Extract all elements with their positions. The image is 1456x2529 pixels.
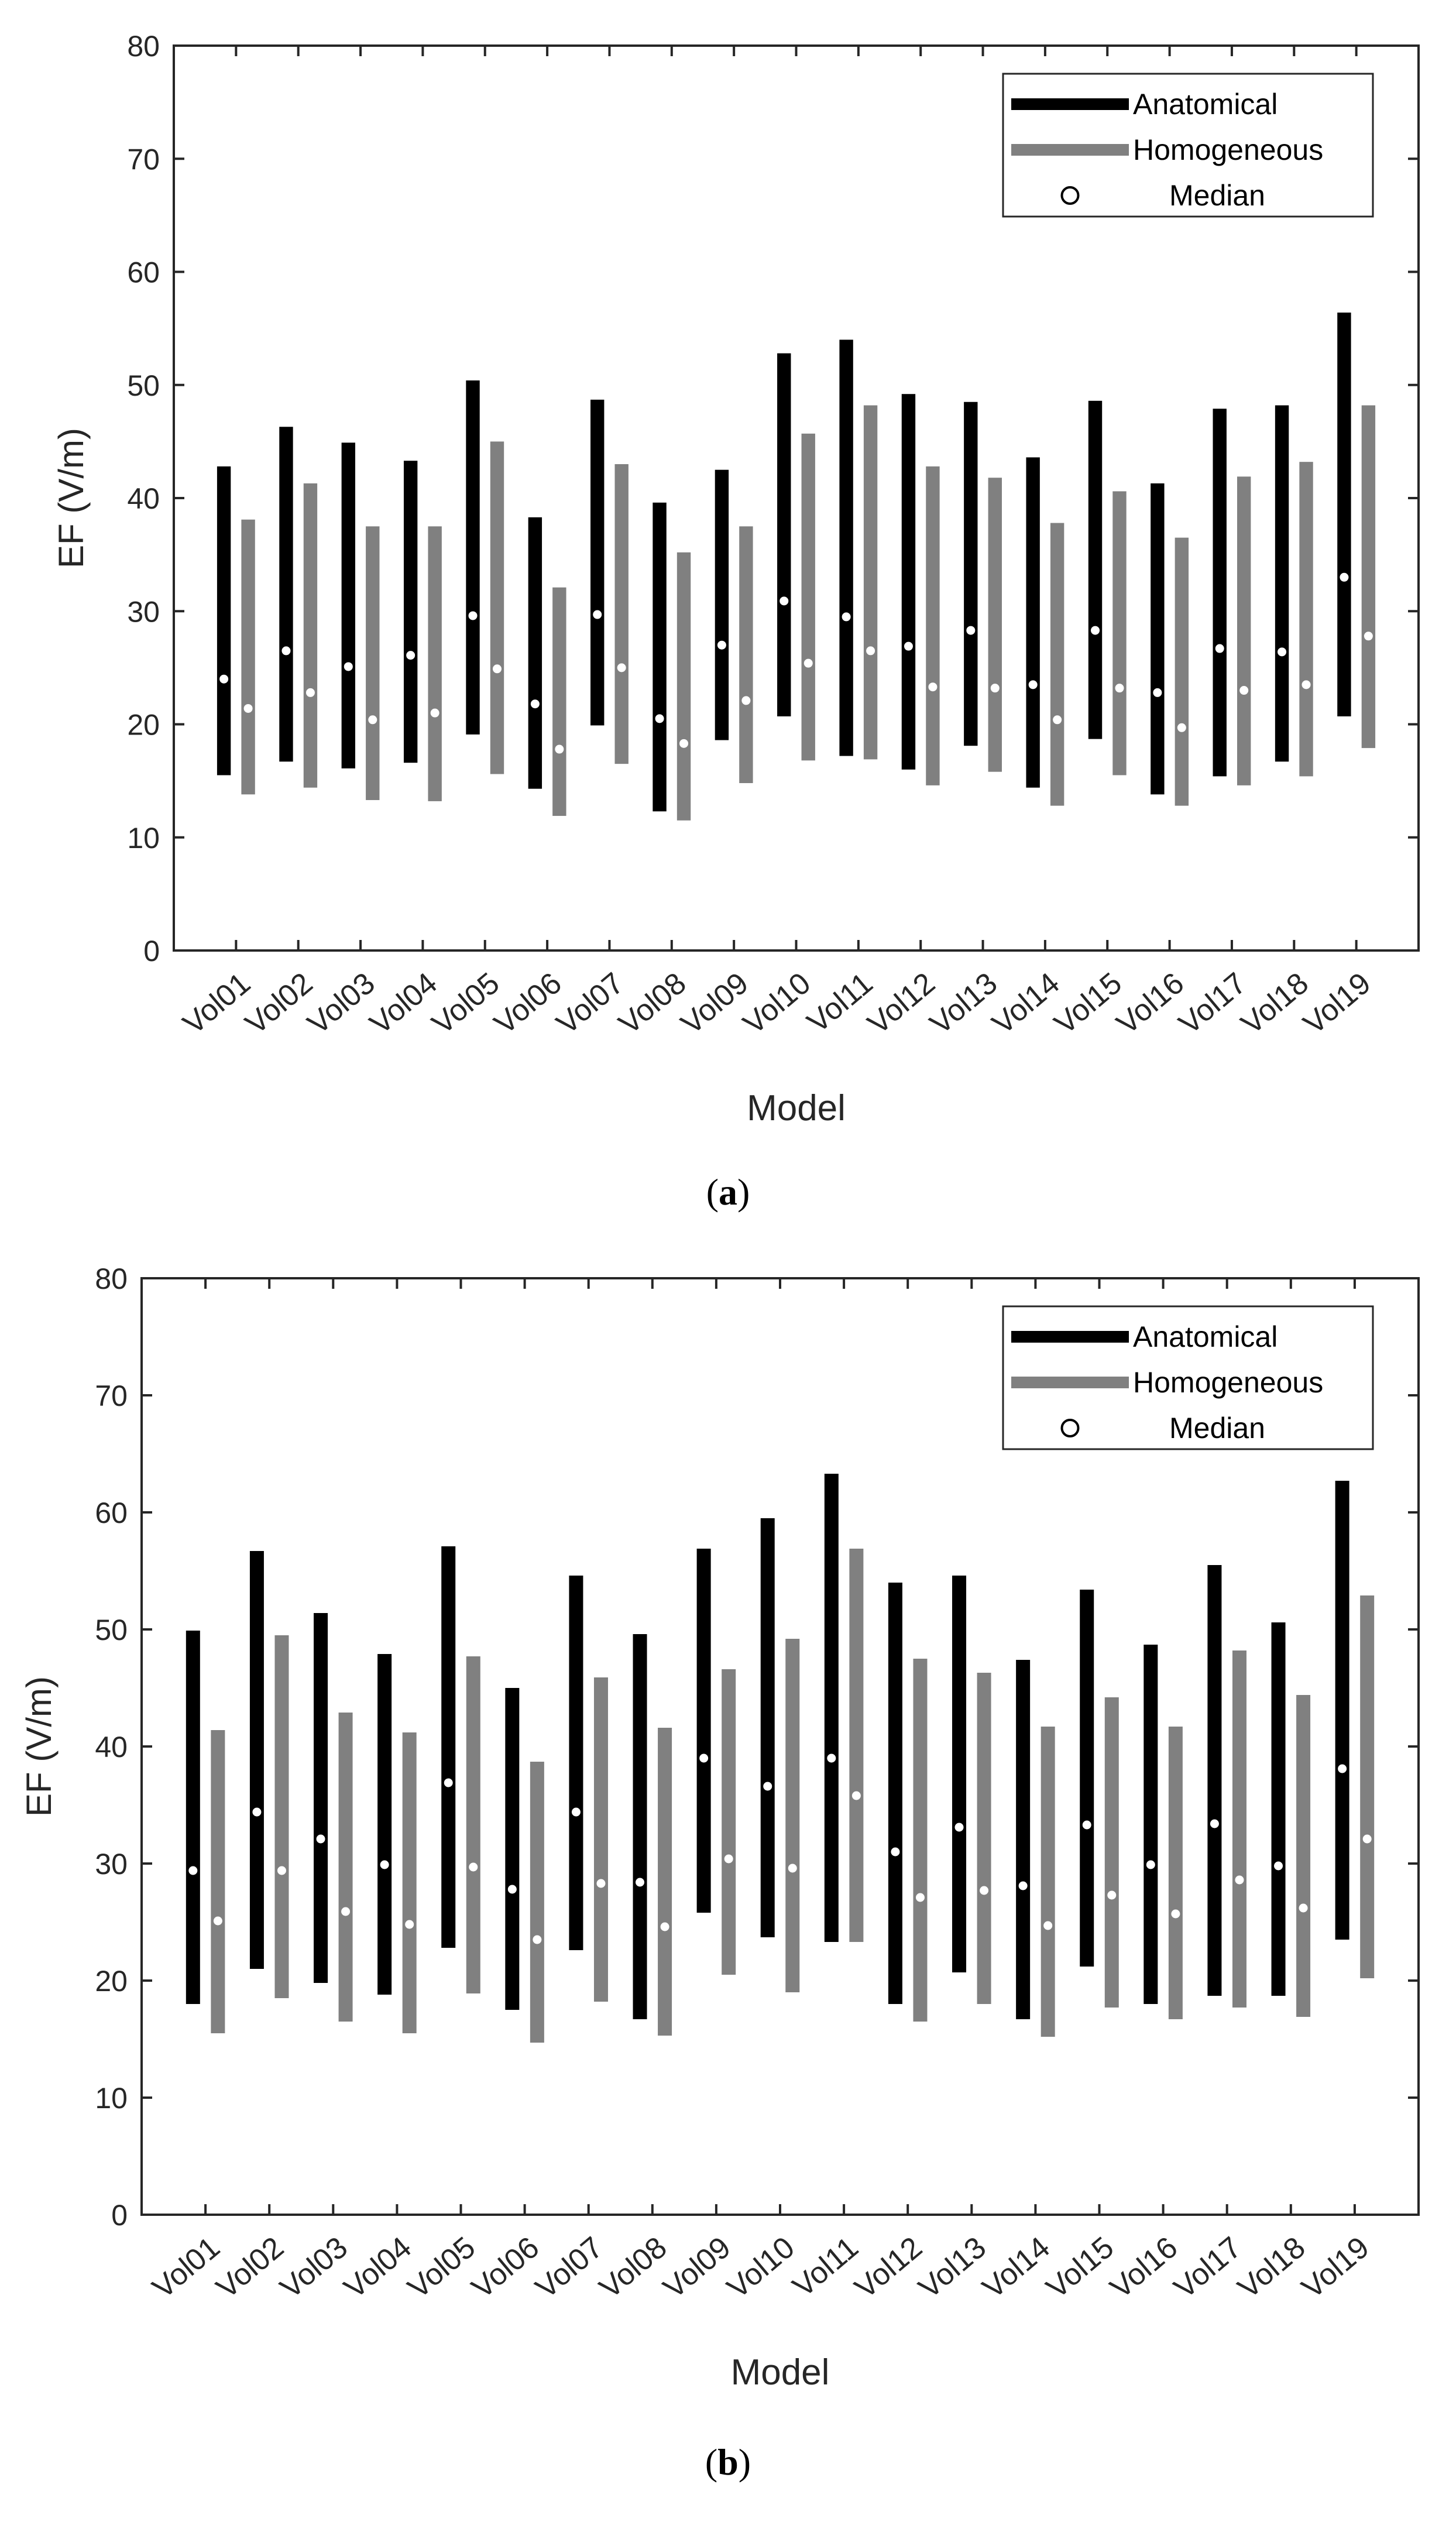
range-bar-homogeneous bbox=[913, 1659, 927, 2022]
median-marker bbox=[305, 687, 315, 698]
panel-caption-close: ) bbox=[737, 1171, 750, 1213]
median-marker bbox=[779, 596, 789, 606]
median-marker bbox=[954, 1822, 964, 1833]
median-marker bbox=[979, 1885, 990, 1896]
x-tick-label: Vol02 bbox=[210, 2230, 290, 2305]
y-tick-label: 10 bbox=[127, 821, 160, 855]
median-marker bbox=[281, 646, 291, 656]
median-marker bbox=[660, 1921, 670, 1932]
x-tick-label: Vol12 bbox=[848, 2230, 929, 2305]
range-bar-anatomical bbox=[569, 1576, 583, 1950]
panel-caption-open: ( bbox=[706, 1171, 719, 1213]
x-tick-label: Vol01 bbox=[146, 2230, 226, 2305]
x-tick-label: Vol08 bbox=[612, 966, 693, 1041]
x-axis-label: Model bbox=[747, 1088, 846, 1128]
x-tick-label: Vol16 bbox=[1104, 2230, 1184, 2305]
x-tick-label: Vol02 bbox=[239, 966, 320, 1041]
median-marker bbox=[841, 612, 851, 622]
range-bar-anatomical bbox=[590, 400, 604, 726]
range-bar-anatomical bbox=[1272, 1622, 1286, 1996]
y-tick-label: 20 bbox=[127, 708, 160, 742]
median-marker bbox=[1301, 680, 1311, 690]
y-tick-label: 50 bbox=[95, 1614, 128, 1646]
range-bar-homogeneous bbox=[864, 406, 877, 760]
range-bar-homogeneous bbox=[1041, 1727, 1055, 2037]
median-marker bbox=[723, 1854, 734, 1864]
panel-caption bbox=[706, 1171, 750, 1213]
panel-caption-close: ) bbox=[738, 2441, 751, 2483]
median-marker bbox=[188, 1865, 198, 1876]
range-bar-homogeneous bbox=[241, 520, 255, 795]
median-marker bbox=[468, 610, 478, 621]
x-tick-label: Vol18 bbox=[1235, 966, 1316, 1041]
legend-label-homogeneous: Homogeneous bbox=[1133, 1366, 1324, 1399]
range-bar-anatomical bbox=[1335, 1481, 1349, 1940]
x-tick-label: Vol17 bbox=[1172, 966, 1253, 1041]
range-bar-anatomical bbox=[633, 1634, 647, 2019]
median-marker bbox=[990, 683, 1000, 694]
range-bar-homogeneous bbox=[490, 441, 504, 774]
range-bar-anatomical bbox=[1151, 483, 1164, 794]
median-marker bbox=[571, 1807, 581, 1817]
median-marker bbox=[741, 695, 751, 706]
x-tick-label: Vol07 bbox=[529, 2230, 610, 2305]
median-marker bbox=[1018, 1881, 1028, 1891]
y-tick-label: 20 bbox=[95, 1965, 128, 1998]
y-tick-label: 40 bbox=[127, 482, 160, 515]
x-tick-label: Vol06 bbox=[465, 2230, 546, 2305]
median-marker bbox=[1081, 1820, 1092, 1830]
x-tick-label: Vol12 bbox=[861, 966, 942, 1041]
legend-label-homogeneous: Homogeneous bbox=[1133, 133, 1324, 166]
median-marker bbox=[716, 640, 727, 650]
range-bar-anatomical bbox=[1207, 1565, 1221, 1996]
median-marker bbox=[596, 1878, 606, 1889]
x-tick-label: Vol18 bbox=[1231, 2230, 1312, 2305]
median-marker bbox=[252, 1807, 262, 1817]
range-bar-homogeneous bbox=[1362, 406, 1375, 749]
x-tick-label: Vol03 bbox=[274, 2230, 355, 2305]
range-bar-anatomical bbox=[1213, 409, 1227, 776]
y-tick-label: 80 bbox=[95, 1262, 128, 1295]
range-bar-anatomical bbox=[217, 466, 231, 775]
legend bbox=[1003, 1306, 1373, 1449]
x-tick-label: Vol03 bbox=[301, 966, 382, 1041]
range-bar-homogeneous bbox=[1237, 476, 1251, 785]
range-bar-anatomical bbox=[777, 354, 791, 716]
median-marker bbox=[554, 744, 565, 754]
median-marker bbox=[1152, 687, 1163, 698]
range-bar-anatomical bbox=[715, 470, 729, 740]
x-tick-label: Vol06 bbox=[487, 966, 568, 1041]
median-marker bbox=[1107, 1890, 1117, 1900]
range-bar-anatomical bbox=[314, 1613, 328, 1983]
x-tick-label: Vol13 bbox=[912, 2230, 993, 2305]
x-tick-label: Vol01 bbox=[177, 966, 257, 1041]
median-marker bbox=[890, 1847, 901, 1857]
range-bar-homogeneous bbox=[211, 1730, 225, 2033]
range-bar-homogeneous bbox=[614, 464, 628, 764]
range-bar-homogeneous bbox=[274, 1635, 289, 1998]
range-bar-homogeneous bbox=[658, 1728, 672, 2036]
y-tick-label: 60 bbox=[127, 256, 160, 289]
range-bar-anatomical bbox=[902, 394, 915, 770]
y-axis-label: EF (V/m) bbox=[19, 1676, 59, 1817]
median-marker bbox=[1214, 643, 1225, 654]
legend-label-median: Median bbox=[1169, 179, 1265, 212]
median-marker bbox=[443, 1777, 454, 1788]
range-bar-anatomical bbox=[466, 380, 479, 735]
median-marker bbox=[803, 658, 813, 668]
median-marker bbox=[1209, 1818, 1220, 1829]
median-marker bbox=[1028, 680, 1038, 690]
range-bar-homogeneous bbox=[802, 434, 815, 760]
median-marker bbox=[1277, 647, 1287, 657]
range-bar-homogeneous bbox=[594, 1677, 608, 2002]
panel-caption bbox=[705, 2441, 751, 2483]
median-marker bbox=[1234, 1875, 1245, 1885]
median-marker bbox=[430, 708, 440, 718]
range-bar-anatomical bbox=[1088, 401, 1102, 739]
range-bar-anatomical bbox=[653, 503, 666, 812]
range-bar-anatomical bbox=[839, 339, 853, 756]
range-bar-homogeneous bbox=[366, 526, 379, 800]
y-tick-label: 0 bbox=[111, 2199, 128, 2232]
median-marker bbox=[1298, 1903, 1309, 1913]
range-bar-homogeneous bbox=[1112, 491, 1126, 775]
y-axis-label: EF (V/m) bbox=[51, 428, 91, 568]
median-marker bbox=[1043, 1920, 1053, 1931]
x-tick-label: Vol04 bbox=[338, 2230, 418, 2305]
median-marker bbox=[1239, 685, 1249, 696]
range-bar-homogeneous bbox=[849, 1549, 863, 1942]
range-bar-anatomical bbox=[1337, 313, 1351, 716]
y-tick-label: 10 bbox=[95, 2082, 128, 2115]
median-marker bbox=[592, 609, 603, 620]
median-marker bbox=[468, 1862, 479, 1872]
legend-swatch-median bbox=[1062, 187, 1079, 204]
x-tick-label: Vol04 bbox=[363, 966, 444, 1041]
range-bar-homogeneous bbox=[304, 483, 317, 788]
median-marker bbox=[866, 646, 876, 656]
median-marker bbox=[679, 738, 689, 749]
x-tick-label: Vol09 bbox=[657, 2230, 737, 2305]
legend-swatch-median bbox=[1062, 1420, 1079, 1436]
median-marker bbox=[903, 641, 914, 651]
range-bar-homogeneous bbox=[1105, 1697, 1119, 2008]
median-marker bbox=[1114, 683, 1125, 694]
chart-panel-b bbox=[19, 1262, 1419, 2483]
x-tick-label: Vol16 bbox=[1110, 966, 1191, 1041]
range-bar-homogeneous bbox=[1296, 1695, 1310, 2017]
y-tick-label: 60 bbox=[95, 1497, 128, 1529]
y-tick-label: 40 bbox=[95, 1731, 128, 1763]
x-tick-label: Vol19 bbox=[1295, 2230, 1376, 2305]
x-tick-label: Vol14 bbox=[985, 966, 1066, 1041]
range-bar-anatomical bbox=[888, 1583, 902, 2004]
median-marker bbox=[404, 1919, 415, 1930]
median-marker bbox=[212, 1916, 223, 1926]
range-bar-anatomical bbox=[964, 402, 977, 746]
median-marker bbox=[379, 1859, 390, 1870]
range-bar-anatomical bbox=[441, 1546, 455, 1948]
chart-panel-a bbox=[51, 30, 1419, 1213]
median-marker bbox=[406, 650, 416, 661]
median-marker bbox=[368, 715, 378, 725]
x-tick-label: Vol19 bbox=[1297, 966, 1378, 1041]
median-marker bbox=[1176, 722, 1187, 733]
median-marker bbox=[1362, 1834, 1372, 1844]
range-bar-anatomical bbox=[825, 1474, 839, 1942]
range-bar-anatomical bbox=[1016, 1660, 1030, 2019]
range-bar-homogeneous bbox=[739, 526, 753, 783]
median-marker bbox=[1170, 1909, 1181, 1919]
x-tick-label: Vol11 bbox=[786, 2230, 865, 2304]
median-marker bbox=[787, 1863, 798, 1873]
y-tick-label: 50 bbox=[127, 369, 160, 402]
range-bar-homogeneous bbox=[677, 553, 691, 821]
median-marker bbox=[928, 682, 938, 692]
legend-label-anatomical: Anatomical bbox=[1133, 1320, 1278, 1353]
panel-caption-letter: b bbox=[717, 2441, 739, 2483]
range-bar-anatomical bbox=[505, 1688, 519, 2010]
range-bar-homogeneous bbox=[785, 1639, 799, 1992]
range-bar-anatomical bbox=[186, 1631, 200, 2004]
median-marker bbox=[966, 625, 976, 636]
panel-caption-letter: a bbox=[719, 1171, 737, 1213]
x-tick-label: Vol05 bbox=[401, 2230, 482, 2305]
x-tick-label: Vol10 bbox=[737, 966, 818, 1041]
range-bar-homogeneous bbox=[988, 478, 1002, 771]
x-tick-label: Vol07 bbox=[550, 966, 631, 1041]
range-bar-homogeneous bbox=[403, 1732, 417, 2033]
legend-label-anatomical: Anatomical bbox=[1133, 88, 1278, 121]
range-bar-anatomical bbox=[761, 1518, 775, 1937]
median-marker bbox=[763, 1781, 773, 1792]
range-bar-homogeneous bbox=[1050, 523, 1064, 806]
range-bar-anatomical bbox=[528, 517, 542, 789]
median-marker bbox=[219, 674, 229, 684]
median-marker bbox=[915, 1892, 925, 1903]
x-tick-label: Vol08 bbox=[593, 2230, 674, 2305]
median-marker bbox=[507, 1884, 517, 1895]
range-bar-homogeneous bbox=[926, 466, 939, 785]
range-bar-homogeneous bbox=[530, 1762, 544, 2043]
median-marker bbox=[1090, 625, 1101, 636]
median-marker bbox=[851, 1790, 861, 1801]
range-bar-anatomical bbox=[342, 442, 355, 768]
x-axis-label: Model bbox=[730, 2352, 830, 2393]
range-bar-homogeneous bbox=[552, 588, 566, 816]
range-bar-homogeneous bbox=[1169, 1727, 1183, 2019]
range-bar-anatomical bbox=[377, 1654, 392, 1995]
x-tick-label: Vol15 bbox=[1040, 2230, 1121, 2305]
range-bar-homogeneous bbox=[428, 526, 441, 801]
range-bar-homogeneous bbox=[977, 1673, 991, 2004]
range-bar-anatomical bbox=[1143, 1645, 1158, 2004]
median-marker bbox=[1145, 1859, 1156, 1870]
range-bar-anatomical bbox=[279, 427, 293, 761]
x-tick-label: Vol13 bbox=[923, 966, 1004, 1041]
y-tick-label: 80 bbox=[127, 30, 160, 63]
median-marker bbox=[492, 664, 502, 674]
range-bar-homogeneous bbox=[1175, 538, 1189, 806]
median-marker bbox=[1273, 1861, 1284, 1871]
legend-label-median: Median bbox=[1169, 1412, 1265, 1444]
range-bar-anatomical bbox=[1275, 406, 1289, 762]
y-tick-label: 30 bbox=[127, 595, 160, 629]
median-marker bbox=[1339, 572, 1349, 582]
x-tick-label: Vol09 bbox=[674, 966, 755, 1041]
median-marker bbox=[1337, 1763, 1348, 1774]
range-bar-anatomical bbox=[697, 1549, 711, 1913]
range-bar-homogeneous bbox=[466, 1656, 480, 1993]
range-bar-anatomical bbox=[1080, 1590, 1094, 1967]
x-tick-label: Vol14 bbox=[976, 2230, 1057, 2305]
median-marker bbox=[826, 1753, 837, 1763]
median-marker bbox=[530, 699, 540, 709]
median-marker bbox=[315, 1834, 326, 1844]
x-tick-label: Vol17 bbox=[1167, 2230, 1248, 2305]
x-tick-label: Vol10 bbox=[720, 2230, 801, 2305]
range-bar-homogeneous bbox=[722, 1669, 736, 1975]
median-marker bbox=[276, 1865, 287, 1876]
y-tick-label: 0 bbox=[143, 935, 160, 967]
range-bar-homogeneous bbox=[1232, 1650, 1246, 2008]
median-marker bbox=[1052, 715, 1063, 725]
median-marker bbox=[699, 1753, 709, 1763]
median-marker bbox=[635, 1877, 645, 1888]
median-marker bbox=[532, 1934, 542, 1945]
median-marker bbox=[616, 663, 627, 673]
y-tick-label: 30 bbox=[95, 1848, 128, 1881]
x-tick-label: Vol05 bbox=[425, 966, 506, 1041]
y-tick-label: 70 bbox=[95, 1380, 128, 1412]
range-bar-anatomical bbox=[250, 1551, 264, 1969]
median-marker bbox=[1363, 631, 1373, 641]
legend bbox=[1003, 74, 1373, 217]
range-bar-homogeneous bbox=[1360, 1595, 1374, 1978]
median-marker bbox=[341, 1906, 351, 1917]
x-tick-label: Vol15 bbox=[1048, 966, 1128, 1041]
range-bar-anatomical bbox=[952, 1576, 966, 1972]
range-bar-homogeneous bbox=[1299, 462, 1313, 776]
range-bar-homogeneous bbox=[339, 1713, 353, 2022]
panel-caption-open: ( bbox=[705, 2441, 718, 2483]
y-tick-label: 70 bbox=[127, 143, 160, 176]
median-marker bbox=[243, 703, 253, 713]
median-marker bbox=[654, 713, 665, 724]
median-marker bbox=[343, 661, 353, 672]
range-bar-anatomical bbox=[1026, 457, 1039, 787]
x-tick-label: Vol11 bbox=[801, 966, 880, 1040]
range-bar-anatomical bbox=[404, 461, 417, 763]
